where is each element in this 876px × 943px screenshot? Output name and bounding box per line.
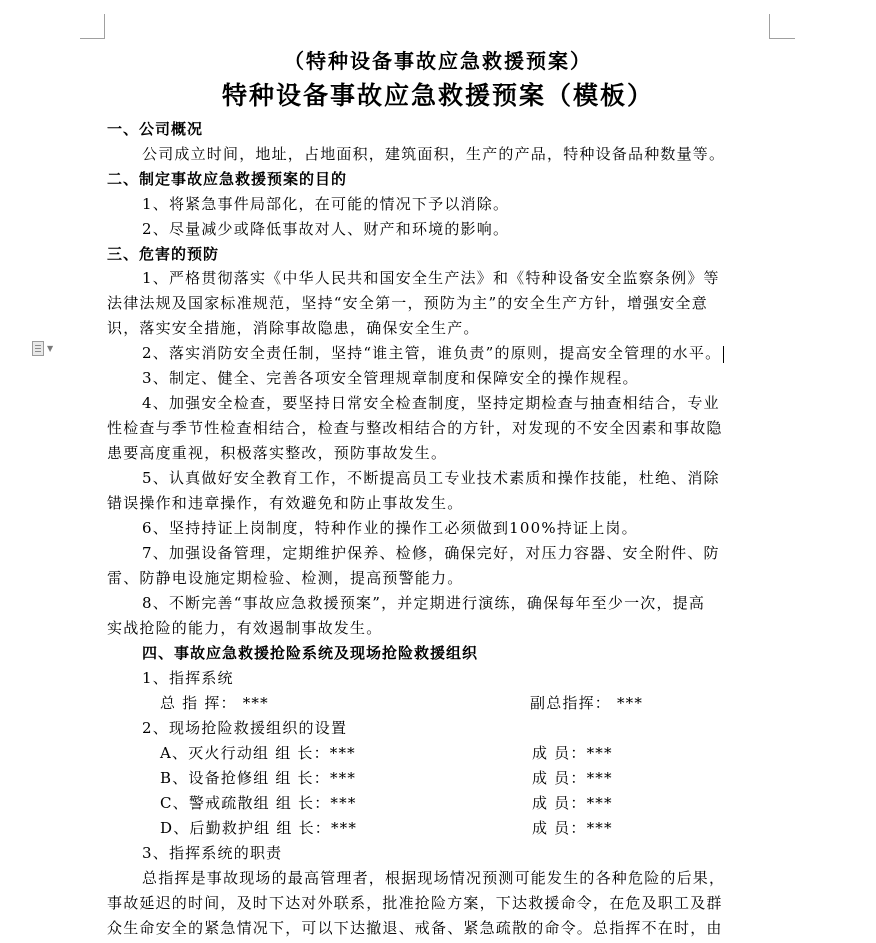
section-heading: 二、制定事故应急救援预案的目的 bbox=[107, 170, 348, 188]
section-heading: 四、事故应急救援抢险系统及现场抢险救援组织 bbox=[142, 644, 479, 662]
text-line: 众生命安全的紧急情况下，可以下达撤退、戒备、紧急疏散的命令。总指挥不在时，由 bbox=[107, 919, 723, 937]
text-line: 成 员：*** bbox=[532, 794, 613, 812]
text-line: 公司成立时间，地址，占地面积，建筑面积，生产的产品，特种设备品种数量等。 bbox=[142, 145, 726, 163]
crop-mark-top-left-horizontal bbox=[80, 38, 105, 39]
text-line: 3、制定、健全、完善各项安全管理规章制度和保障安全的操作规程。 bbox=[142, 369, 639, 387]
text-line: 1、严格贯彻落实《中华人民共和国安全生产法》和《特种设备安全监察条例》等 bbox=[142, 269, 720, 287]
text-line: C、警戒疏散组 组 长：*** bbox=[160, 794, 357, 812]
text-line: 患要高度重视，积极落实整改，预防事故发生。 bbox=[107, 444, 448, 462]
text-line: 5、认真做好安全教育工作，不断提高员工专业技术素质和操作技能，杜绝、消除 bbox=[142, 469, 720, 487]
text-line: 成 员：*** bbox=[532, 744, 613, 762]
document-title: 特种设备事故应急救援预案（模板） bbox=[221, 81, 654, 110]
section-heading: 三、危害的预防 bbox=[107, 245, 220, 263]
text-line: 2、落实消防安全责任制，坚持“谁主管，谁负责”的原则，提高安全管理的水平。 bbox=[142, 343, 724, 363]
text-line: 错误操作和违章操作，有效避免和防止事故发生。 bbox=[107, 494, 464, 512]
document-subtitle: （特种设备事故应急救援预案） bbox=[284, 49, 592, 73]
paragraph-options-icon[interactable] bbox=[32, 341, 58, 355]
text-line: 总指挥是事故现场的最高管理者，根据现场情况预测可能发生的各种危险的后果， bbox=[142, 869, 726, 887]
text-line: 总 指 挥： *** bbox=[160, 694, 269, 712]
text-line: 7、加强设备管理，定期维护保养、检修，确保完好，对压力容器、安全附件、防 bbox=[142, 544, 720, 562]
text-line: 成 员：*** bbox=[532, 819, 613, 837]
text-line: 事故延迟的时间，及时下达对外联系，批准抢险方案，下达救援命令，在危及职工及群 bbox=[107, 894, 723, 912]
crop-mark-top-right-vertical bbox=[769, 14, 770, 38]
section-heading: 一、公司概况 bbox=[107, 120, 204, 138]
text-line: 实战抢险的能力，有效遏制事故发生。 bbox=[107, 619, 383, 637]
text-line: 成 员：*** bbox=[532, 769, 613, 787]
text-line: 8、不断完善“事故应急救援预案”，并定期进行演练，确保每年至少一次，提高 bbox=[142, 594, 706, 612]
text-line: B、设备抢修组 组 长：*** bbox=[160, 769, 357, 787]
text-line: 1、将紧急事件局部化，在可能的情况下予以消除。 bbox=[142, 195, 510, 213]
text-line: 3、指挥系统的职责 bbox=[142, 844, 283, 862]
text-line: 6、坚持持证上岗制度，特种作业的操作工必须做到100%持证上岗。 bbox=[142, 519, 638, 537]
text-line: 雷、防静电设施定期检验、检测，提高预警能力。 bbox=[107, 569, 464, 587]
text-line: 1、指挥系统 bbox=[142, 669, 234, 687]
text-line: 法律法规及国家标准规范，坚持“安全第一，预防为主”的安全生产方针，增强安全意 bbox=[107, 294, 708, 312]
text-line: 2、现场抢险救援组织的设置 bbox=[142, 719, 348, 737]
text-line: 4、加强安全检查，要坚持日常安全检查制度，坚持定期检查与抽查相结合，专业 bbox=[142, 394, 720, 412]
document-icon bbox=[32, 341, 44, 356]
crop-mark-top-left-vertical bbox=[104, 14, 105, 38]
text-line: 副总指挥： *** bbox=[530, 694, 644, 712]
text-line: 2、尽量减少或降低事故对人、财产和环境的影响。 bbox=[142, 220, 510, 238]
text-cursor bbox=[723, 346, 724, 363]
crop-mark-top-right-horizontal bbox=[769, 38, 795, 39]
chevron-down-icon: ▼ bbox=[47, 344, 54, 353]
text-line: D、后勤救护组 组 长：*** bbox=[160, 819, 358, 837]
text-line: A、灭火行动组 组 长：*** bbox=[160, 744, 356, 762]
text-line: 性检查与季节性检查相结合，检查与整改相结合的方针，对发现的不安全因素和事故隐 bbox=[107, 419, 723, 437]
text-line: 识，落实安全措施，消除事故隐患，确保安全生产。 bbox=[107, 319, 480, 337]
